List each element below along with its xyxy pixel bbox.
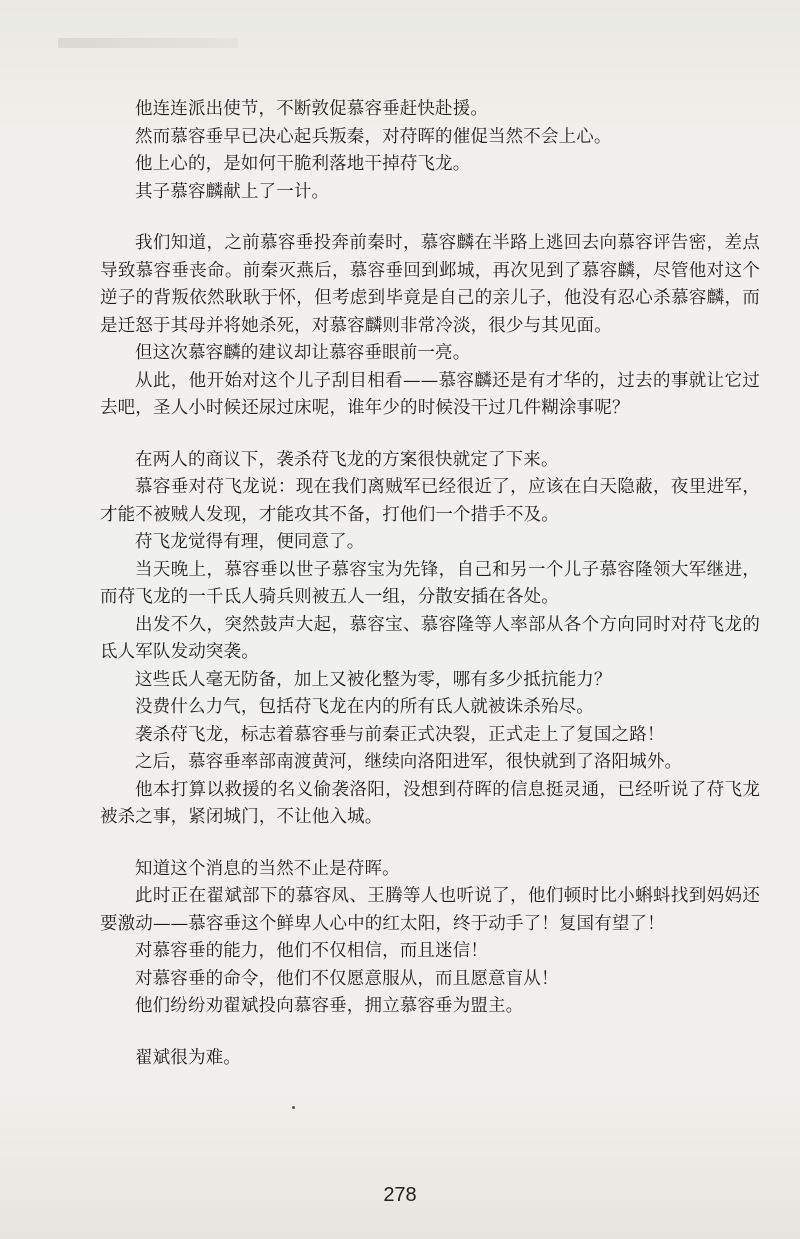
page-number: 278 (383, 1184, 417, 1206)
paragraph: 在两人的商议下，袭杀苻飞龙的方案很快就定了下来。 (135, 449, 559, 470)
faded-running-header (58, 38, 238, 48)
section-gap (100, 206, 760, 230)
paragraph: 这些氐人毫无防备，加上又被化整为零，哪有多少抵抗能力？ (135, 669, 612, 690)
paragraph: 从此，他开始对这个儿子刮目相看——慕容麟还是有才华的，过去的事就让它过去吧，圣人小时候还尿过床呢，谁年少的时候没干过几件糊涂事呢？ (100, 370, 760, 418)
paragraph: 他们纷纷劝翟斌投向慕容垂，拥立慕容垂为盟主。 (135, 996, 524, 1016)
paragraph: 知道这个消息的当然不止是苻晖。 (135, 858, 400, 879)
paragraph: 他连连派出使节，不断敦促慕容垂赶快赴援。 (135, 99, 488, 119)
paragraph: 对慕容垂的命令，他们不仅愿意服从，而且愿意盲从！ (135, 968, 559, 989)
paragraph: 出发不久，突然鼓声大起，慕容宝、慕容隆等人率部从各个方向同时对苻飞龙的氐人军队发动突袭。 (100, 614, 760, 662)
paragraph: 其子慕容麟献上了一计。 (135, 181, 330, 202)
paragraph: 他本打算以救援的名义偷袭洛阳，没想到苻晖的信息挺灵通，已经听说了苻飞龙被杀之事，紧闭城门，不让他入城。 (100, 779, 760, 827)
paragraph: 然而慕容垂早已决心起兵叛秦，对苻晖的催促当然不会上心。 (135, 126, 612, 147)
paragraph: 翟斌很为难。 (135, 1047, 241, 1068)
paragraph: 对慕容垂的能力，他们不仅相信，而且迷信！ (135, 941, 488, 961)
paragraph: 苻飞龙觉得有理，便同意了。 (135, 532, 365, 552)
paragraph: 没费什么力气，包括苻飞龙在内的所有氐人就被诛杀殆尽。 (135, 697, 594, 717)
section-gap (100, 1021, 760, 1045)
section-gap (100, 832, 760, 856)
ink-speck (292, 1106, 295, 1109)
section-gap (100, 423, 760, 447)
paragraph: 他上心的，是如何干脆利落地干掉苻飞龙。 (135, 154, 471, 174)
paragraph: 当天晚上，慕容垂以世子慕容宝为先锋，自己和另一个儿子慕容隆领大军继进，而苻飞龙的一千氐人骑兵则被五人一组，分散安插在各处。 (100, 559, 760, 607)
paragraph: 慕容垂对苻飞龙说：现在我们离贼军已经很近了，应该在白天隐蔽，夜里进军，才能不被贼人发现，才能攻其不备，打他们一个措手不及。 (100, 477, 760, 525)
paragraph: 之后，慕容垂率部南渡黄河，继续向洛阳进军，很快就到了洛阳城外。 (135, 752, 683, 772)
paragraph: 此时正在翟斌部下的慕容凤、王腾等人也听说了，他们顿时比小蝌蚪找到妈妈还要激动——慕容垂这个鲜卑人心中的红太阳，终于动手了！复国有望了！ (100, 886, 760, 934)
paragraph: 袭杀苻飞龙，标志着慕容垂与前秦正式决裂，正式走上了复国之路！ (135, 724, 665, 745)
body-text (100, 96, 760, 1072)
paragraph: 但这次慕容麟的建议却让慕容垂眼前一亮。 (135, 343, 471, 363)
paragraph: 我们知道，之前慕容垂投奔前秦时，慕容麟在半路上逃回去向慕容评告密，差点导致慕容垂丧命。前秦灭燕后，慕容垂回到邺城，再次见到了慕容麟，尽管他对这个逆子的背叛依然耿耿于怀，但考虑到毕竟是自己的亲儿子，他没有忍心杀慕容麟，而是迁怒于其母并将她杀死，对慕容麟则非常冷淡，很少与其见面。 (100, 233, 760, 336)
